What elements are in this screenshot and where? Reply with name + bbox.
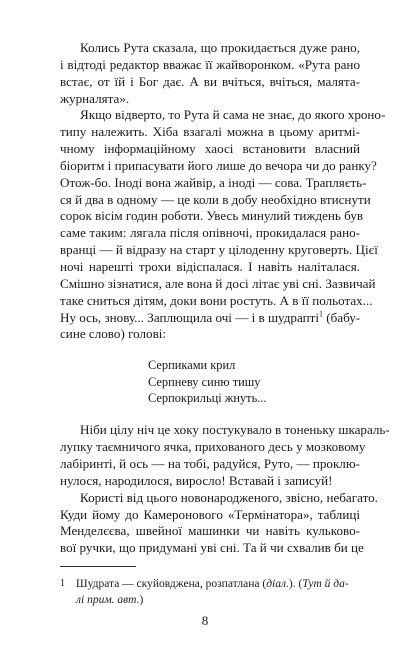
text-line: таке сниться дітям, доки вони ростуть. А в її польотах... bbox=[60, 292, 373, 308]
paragraph-3 bbox=[60, 422, 390, 489]
text-line: Ніби цілу ніч це хоку постукувало в тоненьку шкараль- bbox=[80, 422, 390, 438]
footnote-text bbox=[76, 576, 356, 608]
paragraph-1 bbox=[60, 40, 360, 107]
text-line: Менделєєва, швейної машинки чи навіть кульково- bbox=[60, 523, 360, 539]
text-line: Смішно зізнатися, але вона й досі літає уві сні. Зазвичай bbox=[60, 275, 376, 291]
text-line: вранці — й відразу на старт у цілоденну круговерть. Цієї bbox=[60, 242, 378, 258]
text-line: біоритм і припасувати його лише до вечора чи до ранку? bbox=[60, 157, 377, 173]
text-line: нулося, народилося, виросло! Вставай і записуй! bbox=[60, 472, 333, 488]
text-line: Отож-бо. Іноді вона жайвір, а іноді — сова. Трапляєть- bbox=[60, 174, 367, 190]
footnote-fragment: ). ( bbox=[288, 578, 303, 590]
text-line: Користі від цього новонародженого, звісно, небагато. bbox=[80, 489, 378, 505]
paragraph-4 bbox=[60, 489, 378, 557]
text-line: сине слово) голові: bbox=[60, 326, 167, 342]
footnote-fragment: ) bbox=[139, 594, 144, 606]
haiku-verse bbox=[148, 357, 360, 406]
text-line-with-footnote bbox=[60, 310, 360, 327]
text-line: типу належить. Хіба взагалі можна в цьому аритмі- bbox=[60, 124, 360, 140]
footnote-italic: Тут й да- bbox=[302, 578, 349, 590]
paragraph-2 bbox=[60, 107, 386, 343]
footnote-fragment: Шудрата — скуйовджена, розпатлана ( bbox=[76, 578, 267, 590]
text-line: лабіринті, й ось — на тобі, радуйся, Руто, — проклю- bbox=[60, 456, 360, 472]
text-line: Якщо відверто, то Рута й сама не знає, до якого хроно- bbox=[80, 107, 386, 123]
text-line: Куди йому до Камеронового «Термінатора», таблиці bbox=[60, 506, 360, 522]
text-line: сорок вісім годин роботи. Увесь минулий тиждень був bbox=[60, 208, 364, 224]
verse-line: Серпневу синю тишу bbox=[148, 374, 261, 389]
text-line: саме таким: лягала після опівночі, прокидалася рано- bbox=[60, 225, 360, 241]
text-line: ночі нарешті трохи відіспалася. І навіть наліталася. bbox=[60, 258, 360, 274]
text-line: журналята». bbox=[60, 90, 130, 106]
verse-line: Серпокрильці жнуть... bbox=[148, 391, 267, 405]
footnote-italic: лі прим. авт. bbox=[76, 594, 140, 606]
footnote-number: 1 bbox=[60, 578, 65, 589]
text-line: лупку таємничого ячка, прихованого десь у мозковому bbox=[60, 439, 366, 455]
text-line: чному інформаційному хаосі встановити власний bbox=[60, 141, 360, 157]
body-text bbox=[60, 40, 390, 557]
footnote-divider bbox=[60, 566, 136, 567]
footnote bbox=[60, 576, 360, 608]
footnote-marker: 1 bbox=[318, 309, 323, 319]
text-line: ся й два в одному — це коли в добу необхідно втиснути bbox=[60, 191, 371, 207]
text-line: встає, от їй і Бог дає. А ви вчіться, вчіться, малята- bbox=[60, 73, 360, 89]
text-line: і відтоді редактор вважає її жайворонком. «Рута рано bbox=[60, 56, 360, 72]
text-line: вої ручки, що придумані уві сні. Та й чи схвалив би це bbox=[60, 540, 364, 556]
verse-line: Серпиками крил bbox=[148, 358, 236, 373]
text-line: Колись Рута сказала, що прокидається дуже рано, bbox=[80, 40, 360, 55]
text-fragment: (бабу- bbox=[322, 309, 361, 325]
page-number: 8 bbox=[201, 613, 209, 628]
text-fragment: Ну ось, знову... Заплющила очі — і в шудрапті bbox=[60, 309, 319, 325]
footnote-italic: діал. bbox=[266, 578, 289, 590]
